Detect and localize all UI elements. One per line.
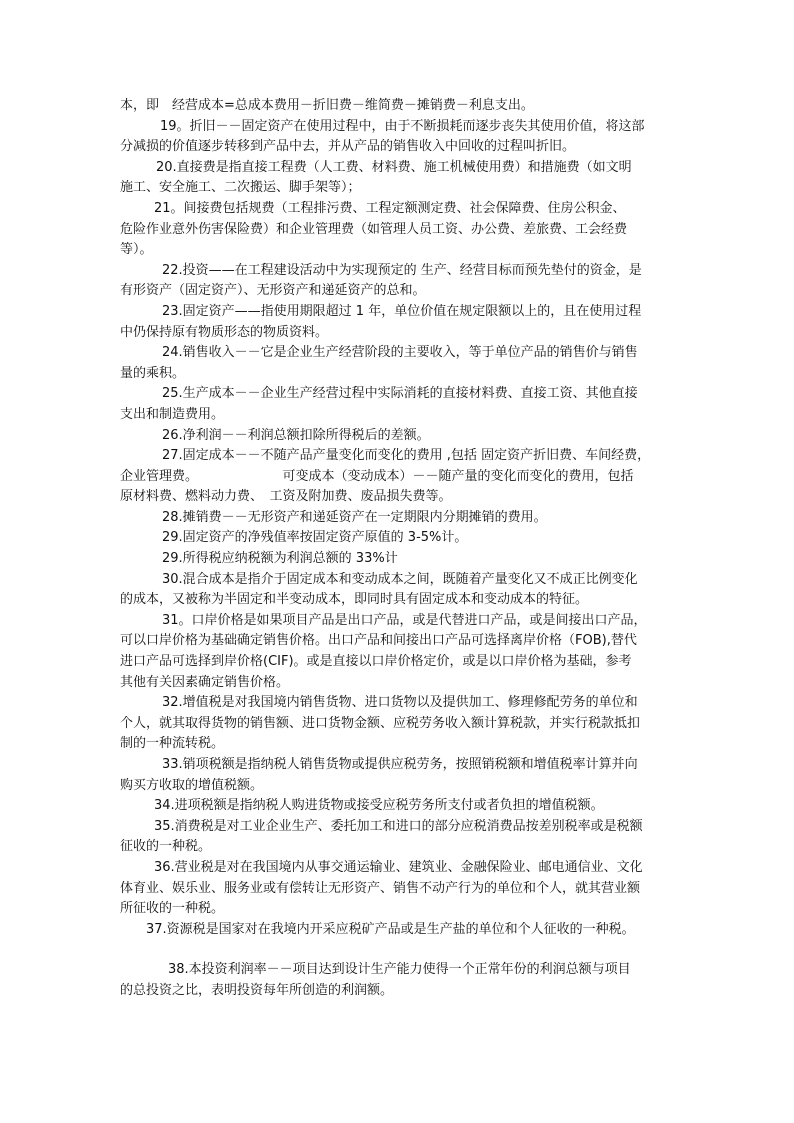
paragraph-line: 32.增值税是对我国境内销售货物、进口货物以及提供加工、修理修配劳务的单位和 [162,695,638,711]
paragraph-line: 中仍保持原有物质形态的物质资料。 [120,324,329,340]
paragraph-line: 36.营业税是对在我国境内从事交通运输业、建筑业、金融保险业、邮电通信业、文化 [154,859,643,875]
document-paragraph [120,446,680,508]
document-paragraph [120,611,680,693]
paragraph-line: 等）。 [120,242,153,258]
document-paragraph [120,528,680,549]
paragraph-line: 30.混合成本是指介于固定成本和变动成本之间，既随着产量变化又不成正比例变化 [162,571,638,587]
paragraph-line: 38.本投资利润率－－项目达到设计生产能力使得一个正常年份的利润总额与项目 [168,962,631,978]
document-paragraph [120,384,680,425]
paragraph-line: 支出和制造费用。 [120,406,225,422]
document-paragraph [120,261,680,302]
paragraph-line: 31。口岸价格是如果项目产品是出口产品，或是代替进口产品，或是间接出口产品， [162,612,647,628]
document-paragraph [120,158,680,199]
paragraph-line: 量的乘积。 [120,365,186,381]
paragraph-line: 危险作业意外伤害保险费）和企业管理费（如管理人员工资、办公费、差旅费、工会经费 [120,221,628,237]
paragraph-line: 25.生产成本－－企业生产经营过程中实际消耗的直接材料费、直接工资、其他直接 [162,386,638,402]
paragraph-line: 24.销售收入－－它是企业生产经营阶段的主要收入，等于单位产品的销售价与销售 [162,345,638,361]
paragraph-line: 原材料费、燃料动力费、 工资及附加费、废品损失费等。 [120,489,452,505]
paragraph-line: 29.固定资产的净残值率按固定资产原值的 3-5%计。 [162,530,468,546]
paragraph-line: 有形资产（固定资产）、无形资产和递延资产的总和。 [120,283,426,299]
paragraph-line: 22.投资——在工程建设活动中为实现预定的 生产、经营目标而预先垫付的资金，是 [162,262,642,278]
paragraph-line: 其他有关因素确定销售价格。 [120,674,290,690]
document-paragraph [120,426,680,447]
document-paragraph [120,302,680,343]
paragraph-line: 的总投资之比，表明投资每年所创造的利润额。 [120,982,394,998]
document-paragraph [120,755,680,796]
paragraph-line: 20.直接费是指直接工程费（人工费、材料费、施工机械使用费）和措施费（如文明 [156,159,632,175]
paragraph-line: 进口产品可选择到岸价格(CIF)。或是直接以口岸价格定价，或是以口岸价格为基础，参考 [120,654,632,670]
paragraph-line: 37.资源税是国家对在我境内开采应税矿产品或是生产盐的单位和个人征收的一种税。 [146,921,635,937]
paragraph-spacer [120,940,680,960]
paragraph-line: 企业管理费。 可变成本（变动成本）－－随产量的变化而变化的费用，包括 [120,468,634,484]
paragraph-line: 35.消费税是对工业企业生产、委托加工和进口的部分应税消费品按差别税率或是税额 [154,818,643,834]
document-paragraph [120,817,680,858]
paragraph-line: 33.销项税额是指纳税人销售货物或提供应税劳务，按照销税额和增值税率计算并向 [162,757,638,772]
document-paragraph [120,693,680,755]
document-paragraph [120,920,680,941]
paragraph-line: 制的一种流转税。 [120,736,225,752]
paragraph-line: 本，即 经营成本=总成本费用－折旧费－维简费－摊销费－利息支出。 [120,98,534,113]
paragraph-line: 23.固定资产——指使用期限超过 1 年，单位价值在规定限额以上的，且在使用过程 [162,303,642,319]
paragraph-line: 所征收的一种税。 [120,901,225,917]
paragraph-line: 28.摊销费－－无形资产和递延资产在一定期限内分期摊销的费用。 [162,509,547,525]
paragraph-line: 26.净利润－－利润总额扣除所得税后的差额。 [162,427,430,443]
paragraph-line: 购买方收取的增值税额。 [120,777,264,793]
paragraph-line: 21。间接费包括规费（工程排污费、工程定额测定费、社会保障费、住房公积金、 [154,200,626,216]
document-paragraph [120,858,680,920]
paragraph-line: 征收的一种税。 [120,839,212,855]
document-paragraph [120,508,680,529]
document-paragraph [120,199,680,261]
document-paragraph [120,96,680,117]
document-paragraph [120,960,680,1001]
document-body [120,96,680,1002]
paragraph-line: 体育业、娱乐业、服务业或有偿转让无形资产、销售不动产行为的单位和个人，就其营业额 [120,880,641,896]
document-paragraph [120,570,680,611]
paragraph-line: 27.固定成本－－不随产品产量变化而变化的费用 ,包括 固定资产折旧费、车间经费， [162,448,651,464]
paragraph-line: 施工、安全施工、二次搬运、脚手架等）； [120,180,361,196]
paragraph-line: 34.进项税额是指纳税人购进货物或接受应税劳务所支付或者负担的增值税额。 [154,798,604,814]
paragraph-line: 分减损的价值逐步转移到产品中去，并从产品的销售收入中回收的过程叫折旧。 [120,139,576,155]
paragraph-line: 19。折旧－－固定资产在使用过程中，由于不断损耗而逐步丧失其使用价值，将这部 [160,118,645,134]
paragraph-line: 个人，就其取得货物的销售额、进口货物金额、应税劳务收入额计算税款，并实行税款抵扣 [120,715,641,731]
document-paragraph [120,796,680,817]
document-paragraph [120,343,680,384]
document-paragraph [120,549,680,570]
paragraph-line: 可以口岸价格为基础确定销售价格。出口产品和间接出口产品可选择离岸价格（FOB),替代 [120,633,637,649]
document-paragraph [120,117,680,158]
paragraph-line: 的成本，又被称为半固定和半变动成本，即同时具有固定成本和变动成本的特征。 [120,592,589,608]
paragraph-line: 29.所得税应纳税额为利润总额的 33%计 [162,551,398,567]
